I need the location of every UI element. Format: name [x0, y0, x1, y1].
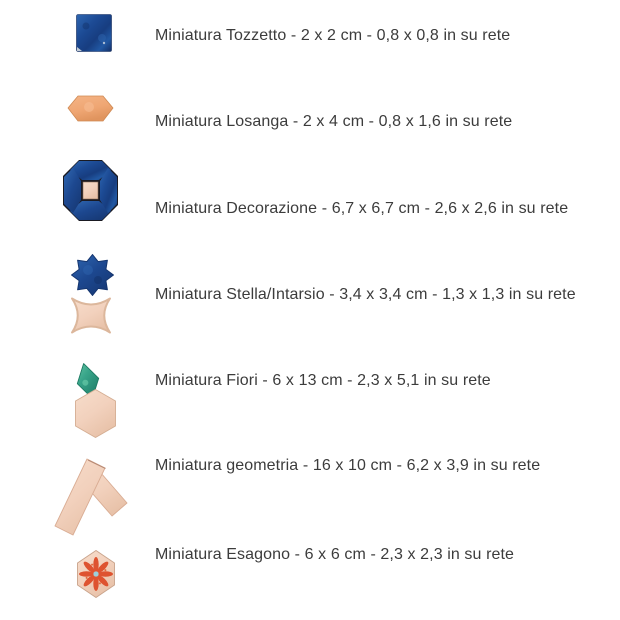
miniature-label: Miniatura Stella/Intarsio - 3,4 x 3,4 cm - 1,3 x 1,3 in su rete — [155, 286, 576, 303]
miniature-label: Miniatura Tozzetto - 2 x 2 cm - 0,8 x 0,8 in su rete — [155, 27, 511, 44]
miniature-label: Miniatura geometria - 16 x 10 cm - 6,2 x 3,9 in su rete — [155, 457, 541, 474]
cream-rectangles-chevron-tiles-image — [48, 455, 132, 539]
cream-cross-tile-image — [69, 297, 113, 334]
miniature-label: Miniatura Esagono - 6 x 6 cm - 2,3 x 2,3 in su rete — [155, 546, 515, 563]
blue-octagon-inlay-tile-image — [62, 159, 119, 222]
blue-square-tile-image — [76, 14, 112, 52]
miniature-label: Miniatura Fiori - 6 x 13 cm - 2,3 x 5,1 in su rete — [155, 372, 491, 389]
miniature-label: Miniatura Losanga - 2 x 4 cm - 0,8 x 1,6 in su rete — [155, 113, 513, 130]
orange-lozenge-tile-image — [67, 95, 114, 122]
miniature-label: Miniatura Decorazione - 6,7 x 6,7 cm - 2,6 x 2,6 in su rete — [155, 200, 569, 217]
blue-star-tile-image — [71, 254, 114, 296]
cream-hexagon-tile-image — [75, 389, 116, 438]
cream-hexagon-flower-tile-image — [77, 550, 115, 598]
